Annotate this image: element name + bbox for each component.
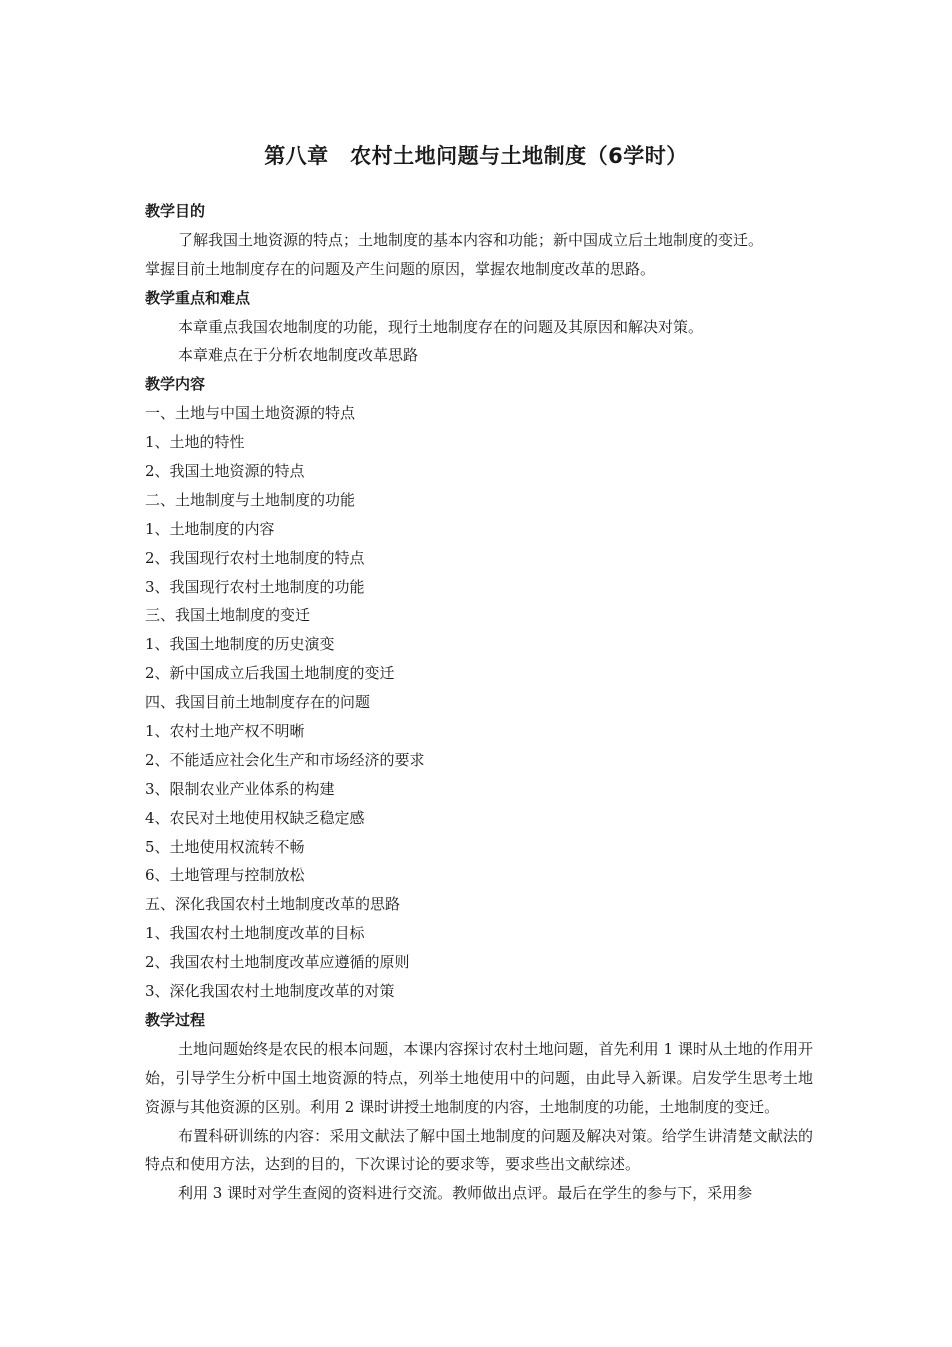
content-item: 5、土地使用权流转不畅: [145, 837, 305, 856]
content-item: 1、我国农村土地制度改革的目标: [145, 924, 365, 943]
content-item: 二、土地制度与土地制度的功能: [145, 490, 356, 509]
content-item: 1、我国土地制度的历史演变: [145, 635, 335, 654]
key-points-line-1: 本章重点我国农地制度的功能，现行土地制度存在的问题及其原因和解决对策。: [178, 317, 704, 336]
content-item: 3、限制农业产业体系的构建: [145, 779, 335, 798]
content-item: 2、新中国成立后我国土地制度的变迁: [145, 664, 395, 683]
content-item: 三、我国土地制度的变迁: [145, 606, 311, 625]
content-item: 1、农村土地产权不明晰: [145, 722, 305, 741]
content-item: 四、我国目前土地制度存在的问题: [145, 693, 371, 712]
content-item: 3、深化我国农村土地制度改革的对策: [145, 982, 395, 1001]
key-points-line-2: 本章难点在于分析农地制度改革思路: [178, 346, 419, 365]
section-heading-content: 教学内容: [145, 375, 206, 394]
process-paragraph-1: 土地问题始终是农民的根本问题，本课内容探讨农村土地问题，首先利用 1 课时从土地的作用开始，引导学生分析中国土地资源的特点，列举土地使用中的问题，由此导入新课。启发学生思考土地资源与其他资源的区别。利用 2 课时讲授土地制度的内容，土地制度的功能，土地制度的变迁。: [145, 1039, 813, 1116]
objectives-line-2: 掌握目前土地制度存在的问题及产生问题的原因，掌握农地制度改革的思路。: [145, 259, 656, 278]
content-item: 3、我国现行农村土地制度的功能: [145, 577, 365, 596]
process-paragraph-2: 布置科研训练的内容：采用文献法了解中国土地制度的问题及解决对策。给学生讲清楚文献法的特点和使用方法，达到的目的，下次课讨论的要求等，要求些出文献综述。: [145, 1126, 813, 1174]
content-item: 2、不能适应社会化生产和市场经济的要求: [145, 750, 425, 769]
section-heading-objectives: 教学目的: [145, 202, 206, 220]
content-item: 6、土地管理与控制放松: [145, 866, 305, 885]
objectives-line-1: 了解我国土地资源的特点；土地制度的基本内容和功能；新中国成立后土地制度的变迁。: [178, 230, 764, 249]
section-heading-process: 教学过程: [145, 1010, 206, 1029]
process-paragraph-3: 利用 3 课时对学生查阅的资料进行交流。教师做出点评。最后在学生的参与下，采用参: [178, 1184, 753, 1203]
content-item: 2、我国现行农村土地制度的特点: [145, 548, 365, 567]
content-item: 一、土地与中国土地资源的特点: [145, 404, 356, 423]
content-item: 1、土地制度的内容: [145, 519, 275, 538]
content-item: 1、土地的特性: [145, 433, 245, 452]
content-item: 2、我国农村土地制度改革应遵循的原则: [145, 953, 410, 972]
section-heading-key-points: 教学重点和难点: [145, 288, 251, 307]
content-item: 五、深化我国农村土地制度改革的思路: [145, 895, 401, 914]
chapter-title: 第八章 农村土地问题与土地制度（6学时）: [264, 144, 688, 168]
content-item: 4、农民对土地使用权缺乏稳定感: [145, 808, 365, 827]
content-item: 2、我国土地资源的特点: [145, 462, 305, 481]
document-body: [145, 197, 813, 1208]
